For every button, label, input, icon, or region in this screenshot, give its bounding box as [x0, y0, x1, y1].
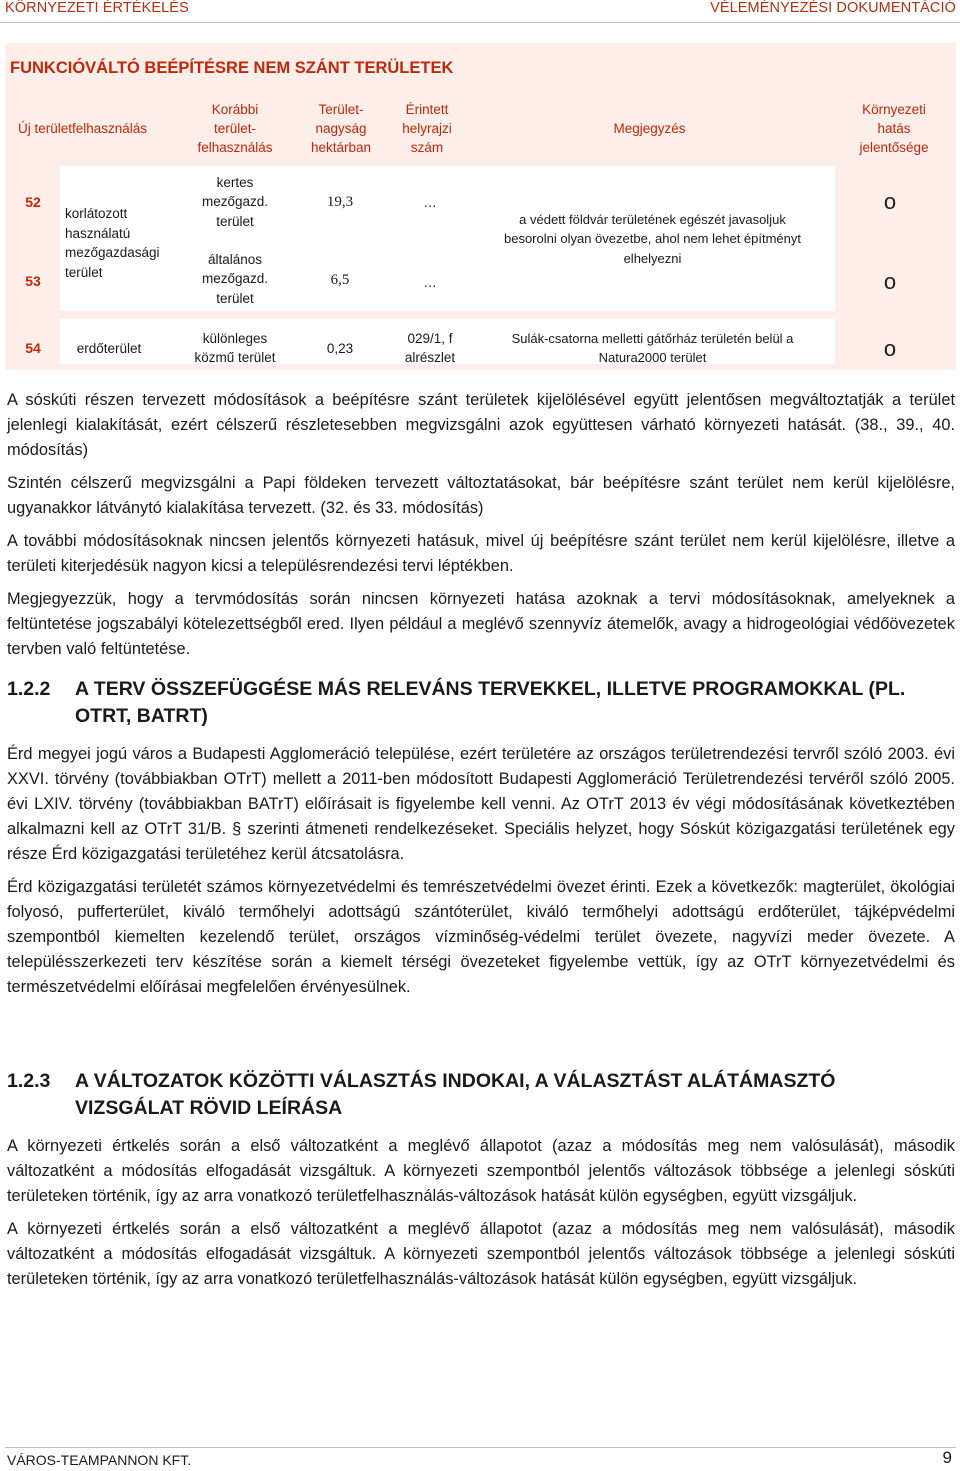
section-title-line2: VIZSGÁLAT RÖVID LEÍRÁSA — [75, 1097, 343, 1119]
paragraph-papi-foldek: Szintén célszerű megvizsgálni a Papi földeken tervezett változtatásokat, bár beépítésre szánt terület nem kerül kijelölésre, ugyanakkor látványtó kialakítása tervezett. (32. és 33. módosítás) — [7, 474, 955, 517]
paragraph-variants-1: A környezeti értkelés során a első változatként a meglévő állapotot (azaz a módosítás meg nem valósulását), második változatként a módosítás elfogadását vizsgáltuk. A környezeti szempontból jelentős változások többsége a jelenlegi sóskúti területeken történik, így az arra vonatkozó területfelhasználás-változások hatását külön egységben, együtt vizsgáljuk. — [7, 1137, 955, 1205]
impact-mark-53: o — [883, 269, 897, 295]
table-title: FUNKCIÓVÁLTÓ BEÉPÍTÉSRE NEM SZÁNT TERÜLETEK — [10, 59, 454, 77]
body-block-1 — [7, 388, 955, 662]
header-divider — [0, 22, 960, 23]
remark-protected-earthwork: a védett földvár területének egészét javasoljuk besorolni olyan övezetbe, ahol nem lehet építményt elhelyezni — [503, 211, 802, 266]
section-title-line2: OTRT, BATRT) — [75, 705, 208, 727]
section-title-line1: A TERV ÖSSZEFÜGGÉSE MÁS RELEVÁNS TERVEKKEL, ILLETVE PROGRAMOKKAL (PL. — [75, 678, 906, 700]
previous-use-52: kertes mezőgazd. terület — [201, 174, 269, 229]
header-left-title: KÖRNYEZETI ÉRTÉKELÉS — [5, 0, 189, 16]
remark-natura2000: Sulák-csatorna melletti gátőrház területén belül a Natura2000 terület — [511, 330, 794, 365]
section-heading-1-2-2 — [7, 676, 955, 727]
area-size-52: 19,3 — [326, 194, 354, 211]
new-use-restricted-agri: korlátozott használatú mezőgazdasági terület — [65, 206, 160, 280]
row-number-54: 54 — [25, 340, 41, 357]
paragraph-protection-zones: Érd közigazgatási területét számos környezetvédelmi és temrészetvédelmi övezet érinti. Ezek a következők: magterület, ökológiai folyosó, pufferterület, kiváló termőhelyi adottságú szántóterület, kiváló termőhelyi adottságú erdőterület, tájképvédelmi szempontból kiemelten kezelendő terület, országos vízminőség-védelmi terület övezete, nagyvízi meder övezete. A településszerkezeti terv készítése során a kiemelt térségi övezeteket figyelembe vettük, így az OTrT környezetvédelmi és természetvédelmi előírásai megfelelően érvényesülnek. — [7, 878, 955, 996]
parcel-number-53: … — [423, 275, 437, 291]
body-block-3 — [7, 1134, 955, 1292]
paragraph-erd-agglomeration: Érd megyei jogú város a Budapesti Agglomeráció települése, ezért területére az országos területrendezési tervről szóló 2003. évi XXVI. törvény (továbbiakban OTrT) mellett a 2011-ben módosított Budapesti Agglomeráció Területrendezési tervéről szóló 2005. évi LXIV. törvény (továbbiakban BATrT) előírásait is figyelembe kell venni. Az OTrT 2013 év végi módosításának következtében alkalmazni kell az OTrT 31/B. § szerinti átmeneti rendelkezéseket. Speciális helyzet, hogy Sóskút közigazgatási területének egy része Érd közigazgatási területéhez kerül átcsatolásra. — [7, 745, 955, 863]
new-use-forest: erdőterület — [76, 341, 142, 357]
col-header-previous-use: Korábbi terület- felhasználás — [197, 101, 273, 155]
footer-divider — [5, 1447, 956, 1448]
parcel-number-54: 029/1, f alrészlet — [404, 330, 456, 365]
col-header-env-impact: Környezeti hatás jelentősége — [859, 101, 929, 155]
area-size-53: 6,5 — [330, 272, 350, 289]
row-number-52: 52 — [25, 194, 41, 211]
col-header-remark: Megjegyzés — [613, 120, 686, 136]
area-size-54: 0,23 — [326, 341, 354, 357]
section-title-line1: A VÁLTOZATOK KÖZÖTTI VÁLASZTÁS INDOKAI, A VÁLASZTÁST ALÁTÁMASZTÓ — [75, 1070, 836, 1092]
col-header-parcel-number: Érintett helyrajzi szám — [402, 101, 452, 155]
paragraph-other-modifications: A további módosításoknak nincsen jelentős környezeti hatásuk, mivel új beépítésre szánt terület nem kerül kijelölésre, illetve a területi kiterjedésük nagyon kicsi a településrendezési tervi léptékben. — [7, 532, 955, 575]
section-number: 1.2.2 — [7, 678, 51, 700]
impact-mark-52: o — [883, 189, 897, 215]
previous-use-54: különleges közmű terület — [194, 330, 276, 365]
functional-change-table — [5, 43, 956, 370]
paragraph-soskut: A sóskúti részen tervezett módosítások a beépítésre szánt területek kijelölésével együtt jelentősen megváltoztatják a terület jelenlegi kialakítását, ezért célszerű részletesebben megvizsgálni azok együttesen várható környezeti hatását. (38., 39., 40. módosítás) — [7, 391, 955, 459]
footer-company: VÁROS-TEAMPANNON KFT. — [7, 1452, 192, 1468]
parcel-number-52: … — [423, 195, 437, 211]
page-number: 9 — [942, 1448, 952, 1467]
section-number: 1.2.3 — [7, 1070, 51, 1092]
impact-mark-54: o — [883, 336, 897, 362]
paragraph-variants-2: A környezeti értkelés során a első változatként a meglévő állapotot (azaz a módosítás meg nem valósulását), második változatként a módosítás elfogadását vizsgáltuk. A környezeti szempontból jelentős változások többsége a jelenlegi sóskúti területeken történik, így az arra vonatkozó területfelhasználás-változások hatását külön egységben, együtt vizsgáljuk. — [7, 1220, 955, 1288]
paragraph-note: Megjegyezzük, hogy a tervmódosítás során nincsen környezeti hatása azoknak a tervi módosításoknak, amelyeknek a feltüntetése jogszabályi kötelezettségből ered. Ilyen például a meglévő szennyvíz átemelők, avagy a hidrogeológiai védőövezetek tervben való feltüntetése. — [7, 590, 955, 658]
col-header-new-use: Új területfelhasználás — [17, 120, 148, 136]
previous-use-53: általános mezőgazd. terület — [201, 251, 269, 306]
header-right-title: VÉLEMÉNYEZÉSI DOKUMENTÁCIÓ — [710, 0, 956, 16]
row-number-53: 53 — [25, 273, 41, 290]
col-header-area-size: Terület- nagyság hektárban — [310, 101, 372, 155]
section-heading-1-2-3 — [7, 1068, 955, 1119]
body-block-2 — [7, 742, 955, 1000]
